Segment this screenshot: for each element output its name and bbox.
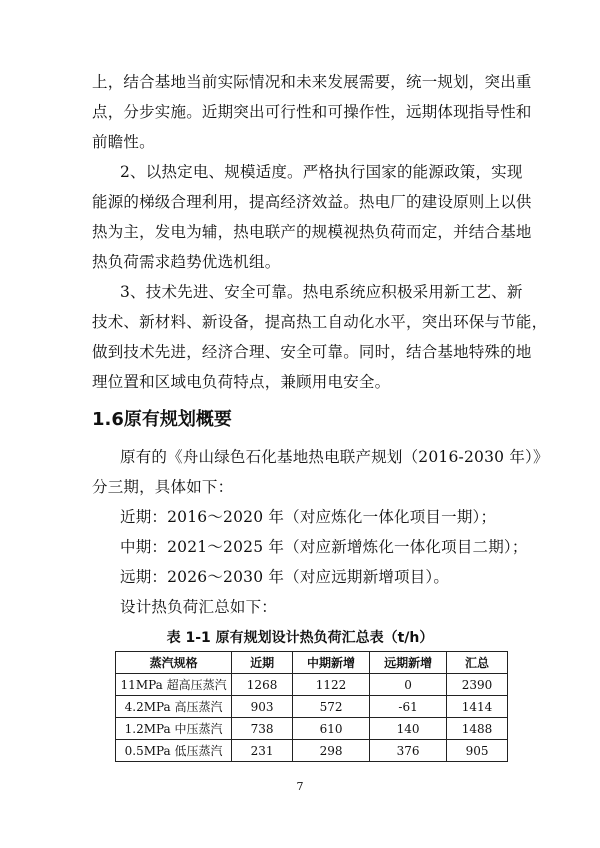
header-cell: 汇总	[447, 652, 508, 674]
table-cell: 905	[447, 740, 508, 762]
table-cell: 11MPa 超高压蒸汽	[116, 674, 232, 696]
table-cell: 738	[232, 718, 293, 740]
paragraph-line: 原有的《舟山绿色石化基地热电联产规划（2016-2030 年）》	[120, 448, 549, 466]
table-cell: 140	[370, 718, 447, 740]
table-cell: 1.2MPa 中压蒸汽	[116, 718, 232, 740]
table-cell: 610	[293, 718, 370, 740]
heat-load-table	[115, 651, 508, 762]
table-row	[116, 740, 508, 762]
table-cell: 2390	[447, 674, 508, 696]
table-caption: 表 1-1 原有规划设计热负荷汇总表（t/h）	[166, 630, 434, 646]
table-cell: 231	[232, 740, 293, 762]
table-cell: 1414	[447, 696, 508, 718]
paragraph-line: 上，结合基地当前实际情况和未来发展需要，统一规划，突出重	[92, 73, 532, 91]
table-cell: 1488	[447, 718, 508, 740]
paragraph-line: 热为主，发电为辅，热电联产的规模视热负荷而定，并结合基地	[92, 223, 532, 241]
table-row	[116, 718, 508, 740]
table-cell: 298	[293, 740, 370, 762]
table-cell: 4.2MPa 高压蒸汽	[116, 696, 232, 718]
paragraph-line: 设计热负荷汇总如下：	[120, 598, 278, 616]
paragraph-line: 热负荷需求趋势优选机组。	[92, 253, 281, 271]
header-cell: 远期新增	[370, 652, 447, 674]
paragraph-line: 做到技术先进，经济合理、安全可靠。同时，结合基地特殊的地	[92, 343, 532, 361]
table-cell: 903	[232, 696, 293, 718]
paragraph-line: 近期：2016～2020 年（对应炼化一体化项目一期）；	[120, 508, 497, 526]
paragraph-line: 技术、新材料、新设备，提高热工自动化水平，突出环保与节能，	[92, 313, 548, 331]
paragraph-line: 分三期，具体如下：	[92, 478, 234, 496]
table-cell: 0.5MPa 低压蒸汽	[116, 740, 232, 762]
page-number: 7	[296, 780, 304, 793]
header-cell: 中期新增	[293, 652, 370, 674]
table-row	[116, 674, 508, 696]
paragraph-line: 3、技术先进、安全可靠。热电系统应积极采用新工艺、新	[120, 283, 523, 301]
paragraph-line: 中期：2021～2025 年（对应新增炼化一体化项目二期）；	[120, 538, 528, 556]
paragraph-line: 前瞻性。	[92, 133, 155, 151]
paragraph-line: 点，分步实施。近期突出可行性和可操作性，远期体现指导性和	[92, 103, 532, 121]
section-heading: 1.6原有规划概要	[92, 409, 232, 430]
paragraph-line: 能源的梯级合理利用，提高经济效益。热电厂的建设原则上以供	[92, 193, 532, 211]
table-header-row	[116, 652, 508, 674]
table-cell: 572	[293, 696, 370, 718]
table-row	[116, 696, 508, 718]
table-cell: 1122	[293, 674, 370, 696]
header-cell: 蒸汽规格	[116, 652, 232, 674]
paragraph-line: 远期：2026～2030 年（对应远期新增项目）。	[120, 568, 450, 586]
table-cell: -61	[370, 696, 447, 718]
table-cell: 376	[370, 740, 447, 762]
paragraph-line: 理位置和区域电负荷特点，兼顾用电安全。	[92, 373, 391, 391]
table-cell: 1268	[232, 674, 293, 696]
table-cell: 0	[370, 674, 447, 696]
header-cell: 近期	[232, 652, 293, 674]
paragraph-line: 2、以热定电、规模适度。严格执行国家的能源政策，实现	[120, 163, 523, 181]
